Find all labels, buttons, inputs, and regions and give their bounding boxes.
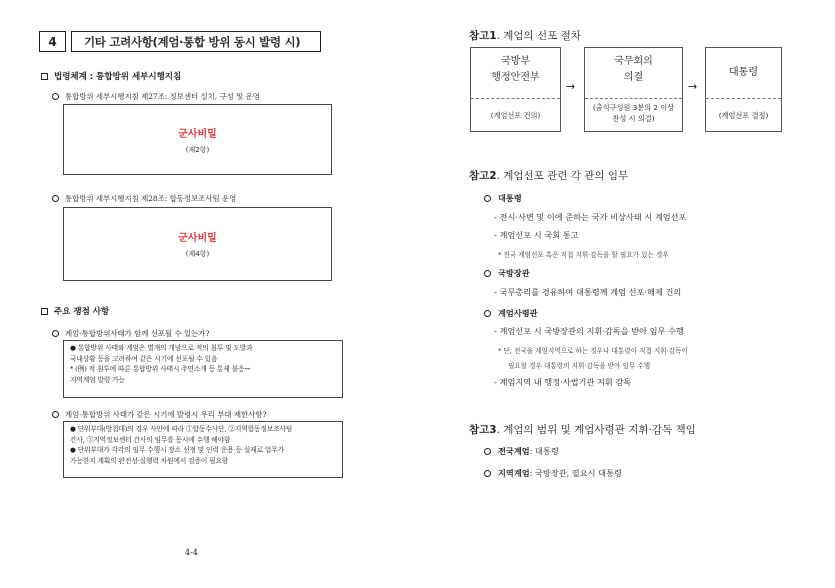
circle-bullet-icon	[52, 411, 59, 418]
ref3-title: 참고3. 계엄의 범위 및 계엄사령관 지휘·감독 책임	[469, 424, 696, 436]
circle-bullet-icon	[484, 270, 491, 277]
question-2: 계엄-통합방위 사태가 같은 시기에 발령시 우리 부대 제한사항?	[52, 409, 266, 420]
circle-bullet-icon	[484, 310, 491, 317]
key-issues-heading: 주요 쟁점 사항	[41, 305, 109, 317]
flow-step-president: 대통령 (계엄선포 결정)	[705, 47, 782, 132]
article28-item: 통합방위 세부시행지침 제28조: 합동정보조사팀 운영	[52, 193, 236, 204]
national-martial-law: 전국계엄 : 대통령	[484, 446, 559, 457]
circle-bullet-icon	[484, 470, 491, 477]
regional-martial-law: 지역계엄 : 국방장관, 필요시 대통령	[484, 468, 622, 479]
question-1: 계엄-통합방위사태가 함께 선포될 수 있는가?	[52, 328, 209, 339]
arrow-right-icon: →	[688, 80, 698, 93]
answer-box-2: ● 단위부대(방첩대)의 경우 사안에 따라 ①합동수사단, ②지역합동정보조사팀 간사, ③지역정보센터 간사의 임무를 동시에 수행 해야함 ● 단위부대가 각각의 임무 수행시 장소 선정 및 인력 운용 등 실제로 업무가 가능한지 계획의 완전성·실행력 차원에서 검증이 필요함	[63, 421, 343, 478]
commander-note-2: 필요할 경우 대통령의 지휘·감독을 받아 임무 수행	[508, 362, 651, 370]
classified-box-1	[63, 104, 332, 175]
minister-heading: 국방장관	[484, 268, 530, 279]
president-heading: 대통령	[484, 193, 522, 204]
classified-paragraph: (제4항)	[185, 250, 210, 258]
square-bullet-icon	[41, 73, 48, 80]
divider	[471, 98, 560, 99]
commander-heading: 계엄사령관	[484, 308, 538, 319]
flow-step-ministry: 국방부 행정안전부 (계엄선포 건의)	[470, 47, 561, 132]
circle-bullet-icon	[52, 93, 59, 100]
legal-framework-heading: 법령체계 : 통합방위 세부시행지침	[41, 70, 181, 82]
classified-box-2	[63, 207, 332, 281]
classified-paragraph: (제2항)	[185, 145, 210, 154]
answer-box-1: ● 통합방위 사태와 계엄은 별개의 개념으로 적의 침투 및 도발과 국내상황 등을 고려하여 같은 시기에 선포될 수 있음 * (例) 적 침투에 따른 통합방위 사태시 주민소개 등 통제 불응→ 지역계엄 발령 가능	[63, 340, 343, 398]
arrow-right-icon: →	[566, 80, 576, 93]
president-duty-1: - 전시·사변 및 이에 준하는 국가 비상사태 시 계엄선포	[494, 212, 687, 222]
flow-step-cabinet: 국무회의 의결 (출석구성원 3분의 2 이상 찬성 시 의결)	[584, 47, 683, 132]
circle-bullet-icon	[484, 448, 491, 455]
commander-note-1: * 단, 전국을 계엄지역으로 하는 경우나 대통령이 직접 지휘·감독이	[498, 347, 688, 355]
section-header	[39, 31, 321, 52]
circle-bullet-icon	[484, 195, 491, 202]
classified-label: 군사비밀	[178, 233, 217, 244]
minister-duty-1: - 국무총리를 경유하여 대통령께 계엄 선포·해제 건의	[494, 287, 682, 297]
circle-bullet-icon	[52, 330, 59, 337]
classified-label: 군사비밀	[178, 128, 217, 140]
article27-item: 통합방위 세부시행지침 제27조: 정보센터 설치, 구성 및 운영	[52, 91, 260, 102]
divider	[585, 98, 682, 99]
commander-duty-1: - 계엄선포 시 국방장관의 지휘·감독을 받아 임무 수행	[494, 326, 684, 336]
section-number: 4	[39, 31, 66, 52]
divider	[706, 98, 781, 99]
square-bullet-icon	[41, 308, 48, 315]
president-duty-2: - 계엄선포 시 국회 통고	[494, 230, 579, 240]
commander-duty-2: - 계엄지역 내 행정·사법기관 지휘 감독	[494, 377, 632, 387]
ref1-title: 참고1. 계엄의 선포 절차	[469, 30, 581, 42]
ref2-title: 참고2. 계엄선포 관련 각 관의 임무	[469, 170, 629, 182]
circle-bullet-icon	[52, 195, 59, 202]
section-title: 기타 고려사항(계엄·통합 방위 동시 발령 시)	[71, 31, 321, 52]
president-note: * 전국 계엄선포 혹은 직접 지휘·감독을 할 필요가 있는 경우	[498, 251, 669, 259]
page-number: 4-4	[185, 548, 198, 557]
